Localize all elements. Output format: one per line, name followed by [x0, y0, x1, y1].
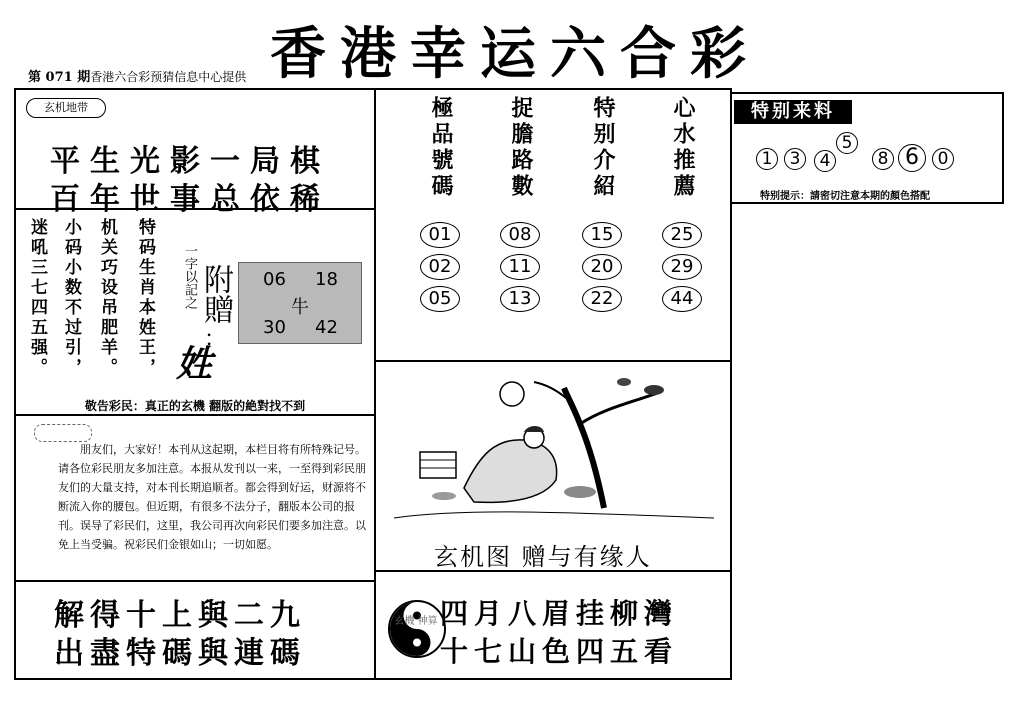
special-number: 4 [814, 150, 836, 172]
number-circle: 05 [420, 286, 460, 312]
number-circle: 11 [500, 254, 540, 280]
number-circle: 22 [582, 286, 622, 312]
number-circle: 15 [582, 222, 622, 248]
divider [374, 360, 730, 362]
clue-column-4: 迷吼三七四五强。 [27, 218, 47, 378]
special-number: 8 [872, 148, 894, 170]
clue-column-3: 小码小数不过引， [61, 218, 81, 378]
bottom-line-2: 出盡特碼與連碼 [54, 636, 306, 671]
clue-column-2: 机关巧设吊肥羊。 [97, 218, 117, 378]
section-tag: 玄机地带 [26, 98, 106, 118]
clue-column-1: 特码生肖本姓王， [135, 218, 155, 378]
surname-character: 姓 [176, 343, 213, 385]
column-header-1: 極品號碼 [428, 96, 454, 200]
special-number: 1 [756, 148, 778, 170]
column-header-3: 特别介紹 [590, 96, 616, 200]
issue-line [28, 66, 246, 85]
number-circle: 20 [582, 254, 622, 280]
divider [14, 414, 374, 416]
riddle-illustration [384, 368, 720, 536]
number-circle: 02 [420, 254, 460, 280]
one-word-note: 一字以記之 [182, 244, 197, 309]
column-header-4: 心水推薦 [670, 96, 696, 200]
divider [14, 580, 374, 582]
special-number: 0 [932, 148, 954, 170]
special-title: 特别来料 [734, 100, 852, 124]
warning-text: 敬告彩民：真正的玄機 翻版的絶對找不到 [84, 399, 306, 413]
number-circle: 25 [662, 222, 702, 248]
number-circle: 44 [662, 286, 702, 312]
gift-number: 18 [315, 269, 338, 290]
special-number: 5 [836, 132, 858, 154]
riddle-line-1: 四月八眉挂柳灣 [440, 597, 679, 630]
poem-line-2: 百年世事总依稀 [50, 182, 330, 217]
picture-caption: 玄机图 赠与有缘人 [434, 543, 652, 571]
poem-line-1: 平生光影一局棋 [50, 144, 330, 179]
special-number: 3 [784, 148, 806, 170]
gift-number: 06 [263, 269, 286, 290]
number-circle: 13 [500, 286, 540, 312]
gift-number: 30 [263, 317, 286, 338]
yin-yang-icon [388, 600, 446, 658]
column-header-2: 捉膽路數 [508, 96, 534, 200]
number-circle: 01 [420, 222, 460, 248]
notice-paragraph: 朋友们，大家好！本刊从这起期，本栏目将有所特殊记号。请各位彩民朋友多加注意。本报从发刊以一来，一至得到彩民朋友们的大量支持，对本刊长期追顺者。都会得到好运，财源将不断流入你的腰包。但近期，有很多不法分子，翻版本公司的报刊。误导了彩民们，这里，我公司再次向彩民们要多加注意。以免上当受骗。祝彩民们金银如山；一切如愿。 [58, 443, 366, 551]
gift-number-box [238, 262, 362, 344]
special-hint: 特别提示：請密切注意本期的顏色搭配 [760, 191, 930, 202]
yin-yang-text: 玄機 神算 [394, 616, 438, 627]
number-circle: 29 [662, 254, 702, 280]
gift-number: 42 [315, 317, 338, 338]
gift-colon: ： [204, 327, 227, 352]
special-number: 6 [898, 144, 926, 172]
gift-label: 附贈 [198, 264, 233, 324]
number-circle: 08 [500, 222, 540, 248]
bottom-line-1: 解得十上與二九 [54, 598, 306, 633]
issue-source: 香港六合彩预猜信息中心提供 [90, 70, 247, 84]
gift-zodiac: 牛 [291, 297, 309, 318]
issue-label: 第 071 期 [28, 70, 91, 85]
page-title: 香港幸运六合彩 [270, 21, 760, 87]
riddle-line-2: 十七山色四五看 [440, 635, 679, 668]
